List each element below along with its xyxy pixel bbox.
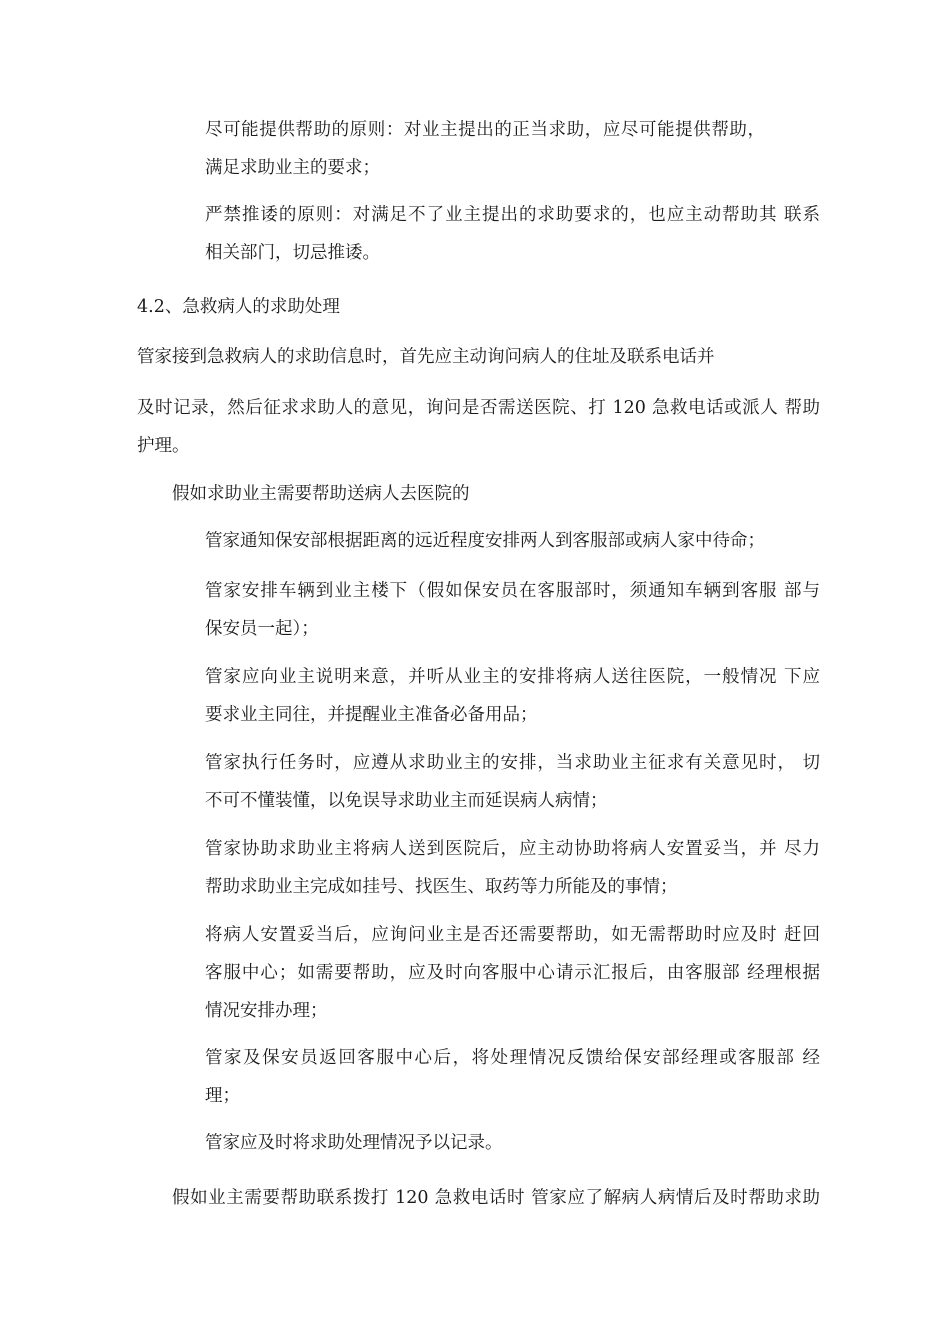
step-6-line3: 情况安排办理；: [205, 1001, 328, 1021]
paragraph-a-line1: 管家接到急救病人的求助信息时，首先应主动询问病人的住址及联系电话并: [137, 347, 715, 367]
step-6-line1: 将病人安置妥当后，应询问业主是否还需要帮助，如无需帮助时应及时 赶回: [205, 925, 820, 945]
section-heading: 4.2、急救病人的求助处理: [137, 297, 340, 317]
case-120-line: 假如业主需要帮助联系拨打 120 急救电话时 管家应了解病人病情后及时帮助求助: [172, 1188, 820, 1208]
principle-2-line1: 严禁推诿的原则：对满足不了业主提出的求助要求的，也应主动帮助其 联系: [205, 205, 820, 225]
step-8-line1: 管家应及时将求助处理情况予以记录。: [205, 1133, 503, 1153]
principle-1-line1: 尽可能提供帮助的原则：对业主提出的正当求助，应尽可能提供帮助，: [205, 120, 765, 140]
paragraph-a-line3: 护理。: [137, 436, 190, 456]
step-7-line1: 管家及保安员返回客服中心后，将处理情况反馈给保安部经理或客服部 经: [205, 1048, 820, 1068]
step-2-line1: 管家安排车辆到业主楼下（假如保安员在客服部时，须通知车辆到客服 部与: [205, 581, 820, 601]
step-7-line2: 理；: [205, 1086, 240, 1106]
step-5-line2: 帮助求助业主完成如挂号、找医生、取药等力所能及的事情；: [205, 877, 678, 897]
step-3-line1: 管家应向业主说明来意，并听从业主的安排将病人送往医院，一般情况 下应: [205, 667, 820, 687]
case-hospital-heading: 假如求助业主需要帮助送病人去医院的: [172, 484, 470, 504]
step-5-line1: 管家协助求助业主将病人送到医院后，应主动协助将病人安置妥当，并 尽力: [205, 839, 820, 859]
principle-1-line2: 满足求助业主的要求；: [205, 158, 380, 178]
step-1-line1: 管家通知保安部根据距离的远近程度安排两人到客服部或病人家中待命；: [205, 531, 765, 551]
principle-2-line2: 相关部门，切忌推诿。: [205, 243, 380, 263]
step-2-line2: 保安员一起）；: [205, 619, 319, 639]
step-3-line2: 要求业主同往，并提醒业主准备必备用品；: [205, 705, 538, 725]
step-4-line1: 管家执行任务时，应遵从求助业主的安排，当求助业主征求有关意见时， 切: [205, 753, 820, 773]
step-6-line2: 客服中心；如需要帮助，应及时向客服中心请示汇报后，由客服部 经理根据: [205, 963, 820, 983]
paragraph-a-line2: 及时记录，然后征求求助人的意见，询问是否需送医院、打 120 急救电话或派人 帮助: [137, 398, 820, 418]
step-4-line2: 不可不懂装懂，以免误导求助业主而延误病人病情；: [205, 791, 608, 811]
